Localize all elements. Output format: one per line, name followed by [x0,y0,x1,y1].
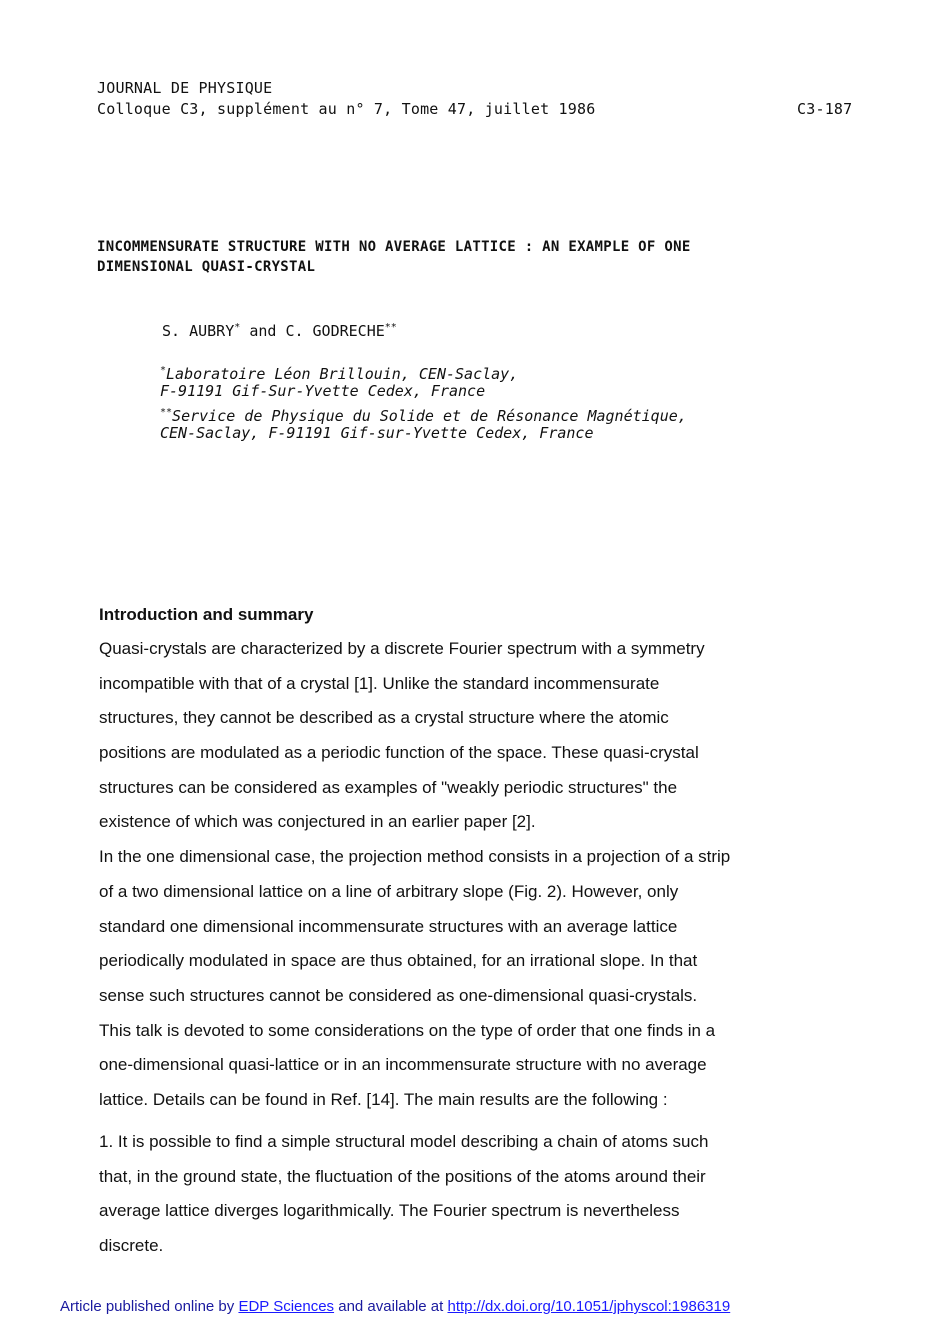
journal-name: JOURNAL DE PHYSIQUE [97,79,273,97]
affiliation-2-line-2: CEN-Saclay, F-91191 Gif-sur-Yvette Cedex, France [160,424,594,442]
intro-paragraph [99,632,899,1118]
paragraph-line: lattice. Details can be found in Ref. [14]. The main results are the following : [99,1089,668,1109]
author-name: C. GODRECHE [285,322,385,340]
paragraph-line: standard one dimensional incommensurate structures with an average lattice [99,916,678,936]
section-heading: Introduction and summary [99,605,314,624]
paragraph-line: In the one dimensional case, the projection method consists in a projection of a strip [99,847,731,867]
paragraph-line: structures can be considered as examples of "weakly periodic structures" the [99,777,678,797]
paragraph-line: periodically modulated in space are thus obtained, for an irrational slope. In that [99,951,698,971]
paragraph-line: one-dimensional quasi-lattice or in an incommensurate structure with no average [99,1055,707,1075]
author-mark: * [234,322,241,333]
author-name: S. AUBRY [162,322,235,340]
paragraph-line: This talk is devoted to some considerations on the type of order that one finds in a [99,1020,716,1040]
paragraph-line: structures, they cannot be described as a crystal structure where the atomic [99,708,669,728]
paragraph-line: incompatible with that of a crystal [1]. Unlike the standard incommensurate [99,673,660,693]
publication-footer [60,1298,730,1315]
page-number: C3-187 [797,100,853,118]
item-line: that, in the ground state, the fluctuation of the positions of the atoms around their [99,1166,706,1186]
author-mark: ** [384,322,397,333]
affiliation-text: Service de Physique du Solide et de Résonance Magnétique, [172,407,687,425]
item-line: average lattice diverges logarithmically. The Fourier spectrum is nevertheless [99,1201,680,1221]
item-line: discrete. [99,1236,164,1256]
issue-info: Colloque C3, supplément au n° 7, Tome 47, juillet 1986 [97,100,596,118]
paper-title-line-1: INCOMMENSURATE STRUCTURE WITH NO AVERAGE LATTICE : AN EXAMPLE OF ONE [97,239,691,255]
affiliation-text: Laboratoire Léon Brillouin, CEN-Saclay, [166,365,519,383]
paragraph-line: of a two dimensional lattice on a line of arbitrary slope (Fig. 2). However, only [99,881,679,901]
affiliation-mark: ** [160,407,173,418]
item-line: 1. It is possible to find a simple structural model describing a chain of atoms such [99,1132,709,1151]
paper-title-line-2: DIMENSIONAL QUASI-CRYSTAL [97,259,316,275]
paragraph-line: existence of which was conjectured in an earlier paper [2]. [99,812,536,832]
paragraph-line: Quasi-crystals are characterized by a discrete Fourier spectrum with a symmetry [99,639,705,658]
author-list [162,318,397,341]
paragraph-line: sense such structures cannot be considered as one-dimensional quasi-crystals. [99,985,698,1005]
footer-prefix: Article published online by [60,1298,235,1315]
footer-middle: and available at [338,1298,444,1315]
doi-link[interactable]: http://dx.doi.org/10.1051/jphyscol:1986319 [447,1298,731,1315]
paragraph-line: positions are modulated as a periodic function of the space. These quasi-crystal [99,743,699,763]
affiliation-mark: * [160,365,167,376]
author-conjunction: and [249,322,277,340]
result-item-1 [99,1125,899,1264]
publisher-link[interactable]: EDP Sciences [238,1298,335,1315]
affiliation-1-line-2: F-91191 Gif-Sur-Yvette Cedex, France [160,382,486,400]
